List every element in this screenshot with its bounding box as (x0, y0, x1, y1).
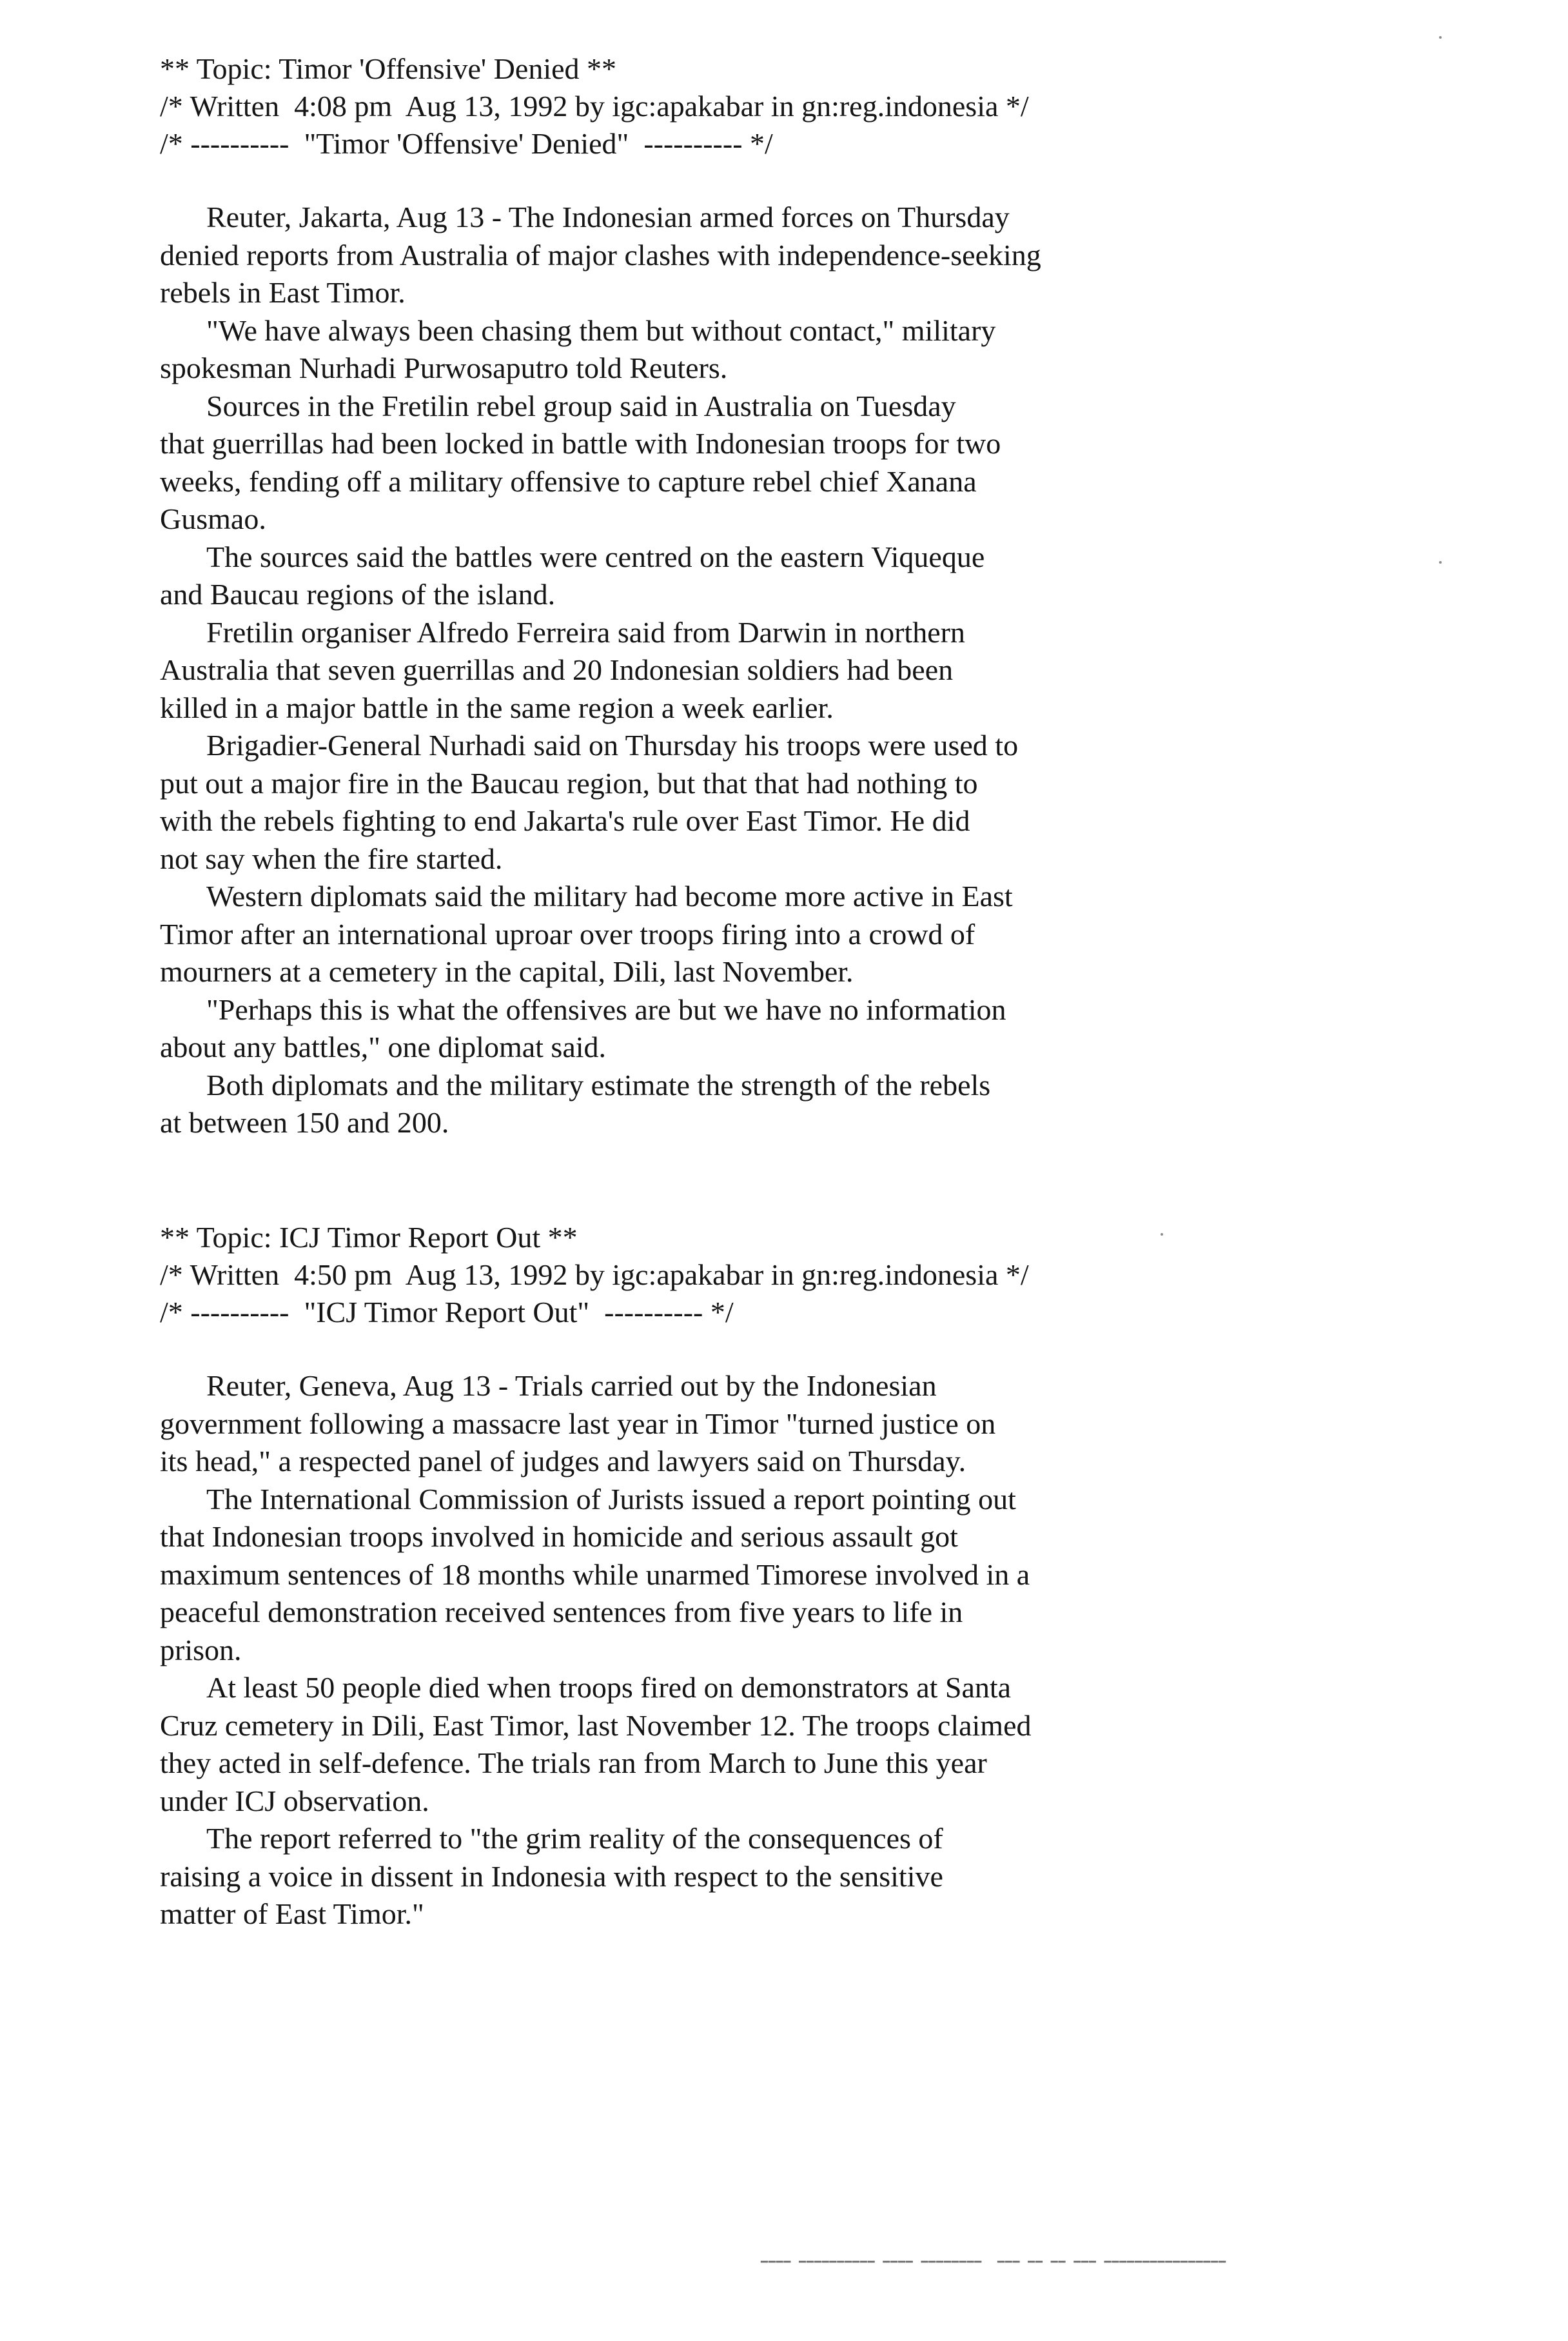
topic-line: ** Topic: Timor 'Offensive' Denied ** (160, 52, 617, 85)
paragraph-text: Fretilin organiser Alfredo Ferreira said from Darwin in northern Australia that seven guerrillas and 20 Indonesian soldiers had been killed in a major battle in the same region a week earlier. (160, 615, 965, 724)
written-line: /* Written 4:08 pm Aug 13, 1992 by igc:apakabar in gn:reg.indonesia */ (160, 90, 1029, 123)
paragraph (160, 1067, 1385, 1142)
written-line: /* Written 4:50 pm Aug 13, 1992 by igc:apakabar in gn:reg.indonesia */ (160, 1258, 1029, 1291)
scan-speck (1161, 1233, 1163, 1236)
paragraph (160, 312, 1385, 388)
paragraph (160, 1481, 1385, 1670)
scan-footer-artifact: ▁▁▁▁ ▁▁▁▁▁▁▁▁▁▁ ▁▁▁▁ ▁▁▁▁▁▁▁▁ ▁▁▁ ▁▁ ▁▁ ▁▁▁ ▁▁▁▁▁▁▁▁▁▁▁▁▁▁▁▁ (761, 2249, 1227, 2263)
scan-speck (1439, 561, 1442, 564)
paragraph (160, 727, 1385, 878)
paragraph-text: Sources in the Fretilin rebel group said in Australia on Tuesday that guerrillas had been locked in battle with Indonesian troops for two weeks, fending off a military offensive to capture rebel chief Xanana Gusmao. (160, 389, 1001, 535)
paragraph (160, 199, 1385, 312)
scan-speck (1439, 36, 1442, 39)
article-body (160, 1367, 1385, 1933)
paragraph-text: At least 50 people died when troops fired on demonstrators at Santa Cruz cemetery in Dili, East Timor, last November 12. The troops claimed they acted in self-defence. The trials ran from March to June this year under ICJ observation. (160, 1671, 1032, 1817)
paragraph-text: Both diplomats and the military estimate the strength of the rebels at between 150 and 200. (160, 1068, 991, 1139)
paragraph (160, 991, 1385, 1067)
paragraph (160, 878, 1385, 991)
paragraph (160, 538, 1385, 614)
title-line: /* ---------- "ICJ Timor Report Out" ---------- */ (160, 1296, 734, 1329)
paragraph (160, 1820, 1385, 1933)
title-line: /* ---------- "Timor 'Offensive' Denied" ---------- */ (160, 127, 773, 160)
paragraph (160, 1367, 1385, 1481)
paragraph (160, 614, 1385, 727)
paragraph-text: The sources said the battles were centred on the eastern Viqueque and Baucau regions of the island. (160, 540, 985, 611)
paragraph-text: "Perhaps this is what the offensives are but we have no information about any battles," one diplomat said. (160, 993, 1006, 1063)
paragraph-text: "We have always been chasing them but without contact," military spokesman Nurhadi Purwosaputro told Reuters. (160, 313, 996, 384)
topic-line: ** Topic: ICJ Timor Report Out ** (160, 1221, 578, 1254)
article-icj-timor-report-out (160, 1219, 1385, 1933)
paragraph-text: Reuter, Geneva, Aug 13 - Trials carried out by the Indonesian government following a massacre last year in Timor "turned justice on its head," a respected panel of judges and lawyers said on Thursday. (160, 1369, 996, 1477)
paragraph-text: The International Commission of Jurists issued a report pointing out that Indonesian troops involved in homicide and serious assault got maximum sentences of 18 months while unarmed Timorese involved in a peaceful demonstration received sentences from five years to life in prison. (160, 1482, 1030, 1666)
article-timor-offensive-denied (160, 50, 1385, 1142)
paragraph-text: The report referred to "the grim reality of the consequences of raising a voice in dissent in Indonesia with respect to the sensitive matter of East Timor." (160, 1822, 943, 1930)
paragraph-text: Western diplomats said the military had become more active in East Timor after an international uproar over troops firing into a crowd of mourners at a cemetery in the capital, Dili, last November. (160, 880, 1013, 988)
paragraph (160, 388, 1385, 538)
paragraph (160, 1669, 1385, 1820)
paragraph-text: Brigadier-General Nurhadi said on Thursday his troops were used to put out a major fire in the Baucau region, but that that had nothing to with the rebels fighting to end Jakarta's rule over East Timor. He did not say when the fire started. (160, 729, 1019, 875)
paragraph-text: Reuter, Jakarta, Aug 13 - The Indonesian armed forces on Thursday denied reports from Australia of major clashes with independence-seeking rebels in East Timor. (160, 201, 1041, 309)
article-body (160, 199, 1385, 1142)
